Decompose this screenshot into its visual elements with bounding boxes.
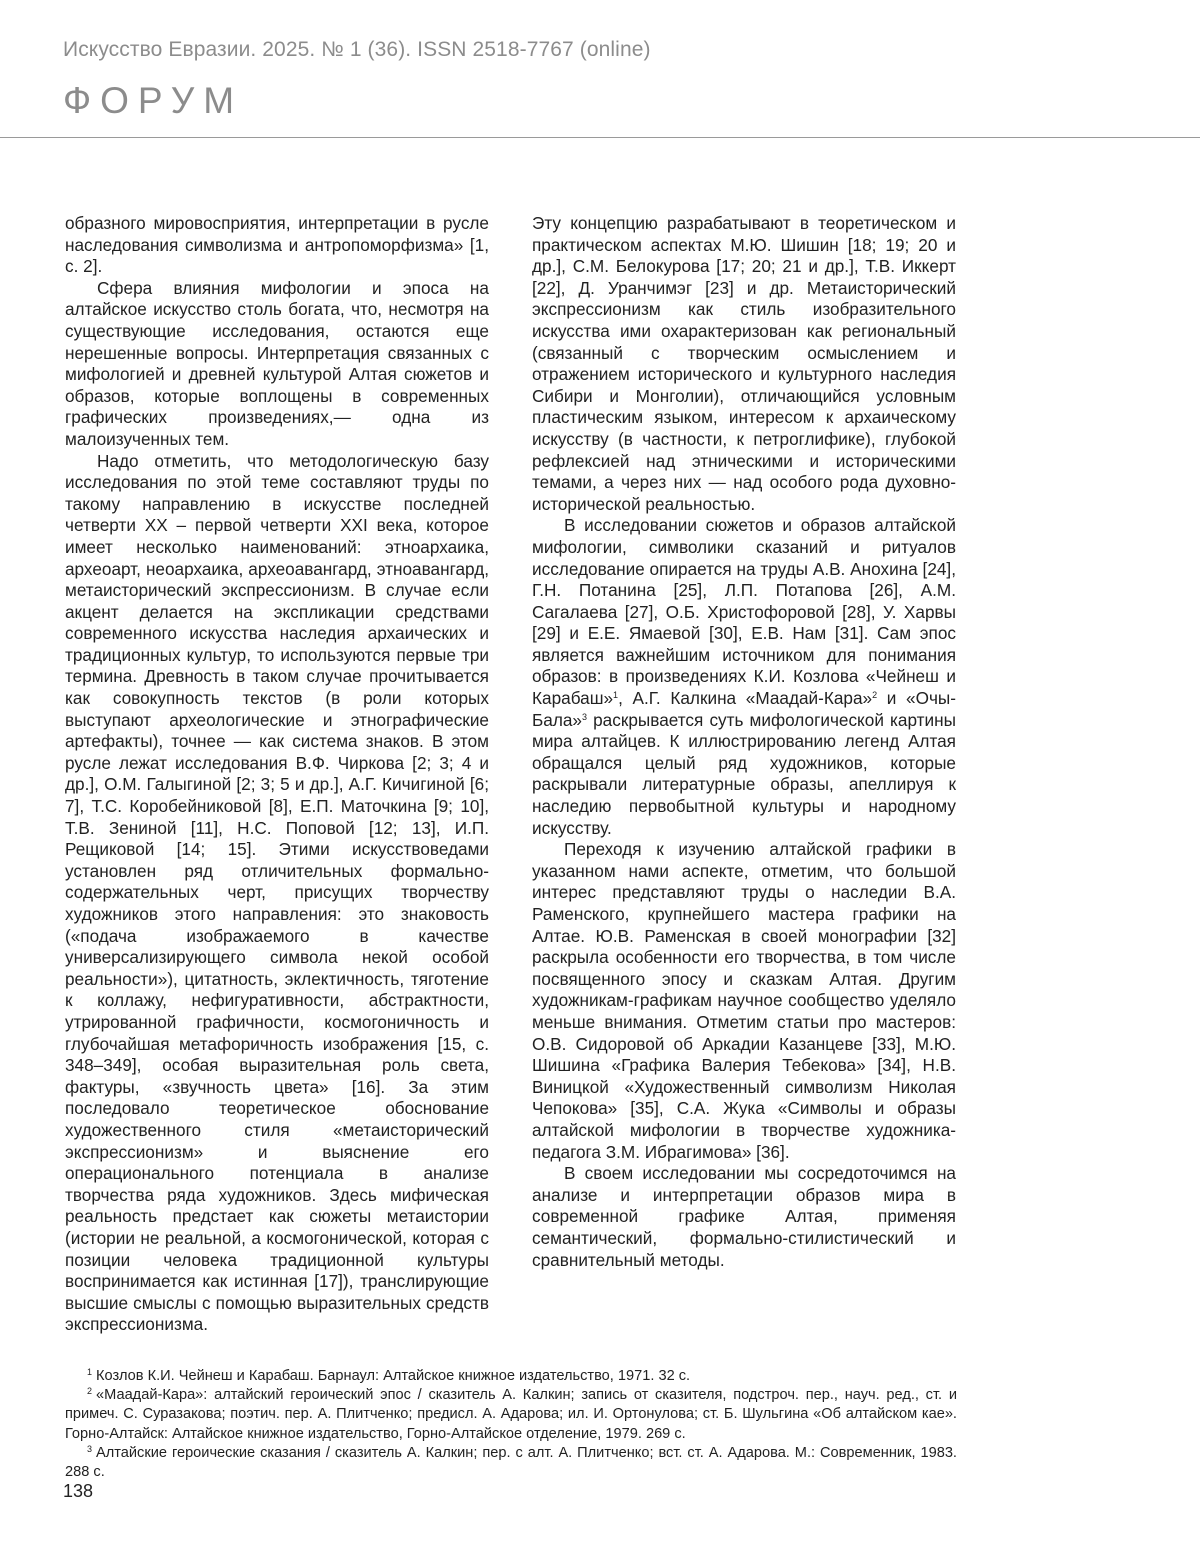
paragraph: Эту концепцию разрабатывают в теоретическом и практическом аспектах М.Ю. Шишин [18; 19; 20 и др.], С.М. Белокурова [17; 20; 21 и др.], Т.В. Иккерт [22], Д. Уранчимэг [23] и др. Метаисторический экспрессионизм как стиль изобразительного искусства ими охарактеризован как региональный (связанный с творческим осмыслением и отражением исторического и культурного наследия Сибири и Монголии), отличающийся условным пластическим языком, интересом к архаическому искусству (в частности, к петроглифике), глубокой рефлексией над этническими и историческими темами, а через них — над особого рода духовно-исторической реальностью. <box>532 213 956 514</box>
paragraph: Сфера влияния мифологии и эпоса на алтайское искусство столь богата, что, несмотря на существующие исследования, остаются еще нерешенные вопросы. Интерпретация связанных с мифологией и древней культурой Алтая сюжетов и образов, которые воплощены в современных графических произведениях,— одна из малоизученных тем. <box>65 277 489 449</box>
footnote-ref: 1 <box>613 690 619 701</box>
paragraph-text: , А.Г. Калкина «Маадай-Кара» <box>618 688 873 709</box>
paragraph <box>532 515 956 839</box>
header-divider <box>0 137 1200 138</box>
paragraph: образного мировосприятия, интерпретации в русле наследования символизма и антропоморфизма» [1, с. 2]. <box>65 213 489 277</box>
footnote <box>65 1444 957 1482</box>
footnote-number: 3 <box>87 1443 93 1454</box>
footnote-ref: 2 <box>872 690 878 701</box>
section-title: ФОРУМ <box>63 80 244 121</box>
paragraph-text: раскрывается суть мифологической картины мира алтайцев. К иллюстрированию легенд Алтая обращался целый ряд художников, которые раскрывали литературные образы, апеллируя к наследию первобытной культуры и народному искусству. <box>532 709 956 838</box>
left-column <box>65 213 489 1336</box>
footnote-number: 1 <box>87 1367 93 1377</box>
page-number: 138 <box>63 1481 94 1501</box>
footnotes <box>65 1367 957 1482</box>
footnote <box>65 1386 957 1444</box>
right-column <box>532 213 956 1271</box>
paragraph: Переходя к изучению алтайской графики в указанном нами аспекте, отметим, что большой интерес представляют труды о наследии В.А. Раменского, крупнейшего мастера графики на Алтае. Ю.В. Раменская в своей монографии [32] раскрыла особенности его творчества, в том числе посвященного эпосу и сказкам Алтая. Другим художникам-графикам научное сообщество уделяло меньше внимания. Отметим статьи про мастеров: О.В. Сидоровой об Аркадии Казанцеве [33], М.Ю. Шишина «Графика Валерия Тебекова» [34], Н.В. Виницкой «Художественный символизм Николая Чепокова» [35], С.А. Жука «Символы и образы алтайской мифологии в творчестве художника-педагога З.М. Ибрагимова» [36]. <box>532 839 956 1162</box>
footnote-ref: 3 <box>582 711 588 722</box>
footnote <box>65 1367 957 1386</box>
footnote-number: 2 <box>87 1386 93 1397</box>
paragraph: В своем исследовании мы сосредоточимся на анализе и интерпретации образов мира в современной графике Алтая, применяя семантический, формально-стилистический и сравнительный методы. <box>532 1163 956 1270</box>
paragraph-text: В исследовании сюжетов и образов алтайской мифологии, символики сказаний и ритуалов исследование опирается на труды А.В. Анохина [24], Г.Н. Потанина [25], Л.П. Потапова [26], А.М. Сагалаева [27], О.Б. Христофоровой [28], У. Харвы [29] и Е.Е. Ямаевой [30], Е.В. Нам [31]. Сам эпос является важнейшим источником для понимания образов: в произведениях К.И. Козлова «Чейнеш и Карабаш» <box>532 515 956 709</box>
paragraph-text: и «Очы-Бала» <box>532 688 956 730</box>
footnote-text: Козлов К.И. Чейнеш и Карабаш. Барнаул: Алтайское книжное издательство, 1971. 32 с. <box>96 1368 691 1384</box>
footnote-text: Алтайские героические сказания / сказитель А. Калкин; пер. с алт. А. Плитченко; вст. ст. А. Адарова. М.: Современник, 1983. 288 с. <box>65 1444 957 1481</box>
paragraph: Надо отметить, что методологическую базу исследования по этой теме составляют труды по такому направлению в искусстве последней четверти XX – первой четверти XXI века, которое имеет несколько наименований: этноархаика, археоарт, неоархаика, археоавангард, этноавангард, метаисторический экспрессионизм. В случае если акцент делается на экспликации средствами современного искусства наследия архаических и традиционных культур, то используются первые три термина. Древность в таком случае прочитывается как совокупность текстов (в роли которых выступают археологические и этнографические артефакты), точнее — как система знаков. В этом русле лежат исследования В.Ф. Чиркова [2; 3; 4 и др.], О.М. Галыгиной [2; 3; 5 и др.], А.Г. Кичигиной [6; 7], Т.С. Коробейниковой [8], Е.П. Маточкина [9; 10], Т.В. Зениной [11], Н.С. Поповой [12; 13], И.П. Рещиковой [14; 15]. Этими искусствоведами установлен ряд отличительных формально-содержательных черт, присущих творчеству художников этого направления: это знаковость («подача изображаемого в качестве универсализирующего символа некой особой реальности»), цитатность, эклектичность, тяготение к коллажу, нефигуративности, абстрактности, утрированной графичности, космогоничность и глубочайшая метафоричность изображения [15, с. 348–349], особая выразительная роль света, фактуры, «звучность цвета» [16]. За этим последовало теоретическое обоснование художественного стиля «метаисторический экспрессионизм» и выяснение его операционального потенциала в анализе творчества ряда художников. Здесь мифическая реальность предстает как сюжеты метаистории (истории не реальной, а космогонической, которая с позиции человека традиционной культуры воспринимается как истинная [17]), транслирующие высшие смыслы с помощью выразительных средств экспрессионизма. <box>65 450 489 1335</box>
journal-citation: Искусство Евразии. 2025. № 1 (36). ISSN 2518-7767 (online) <box>63 38 651 61</box>
footnote-text: «Маадай-Кара»: алтайский героический эпос / сказитель А. Калкин; запись от сказителя, подстроч. пер., науч. ред., ст. и примеч. С. Суразакова; поэтич. пер. А. Плитченко; предисл. А. Адарова; ил. И. Ортонулова; ст. Б. Шульгина «Об алтайском кае». Горно-Алтайск: Алтайское книжное издательство, Горно-Алтайское отделение, 1979. 269 с. <box>65 1387 957 1442</box>
